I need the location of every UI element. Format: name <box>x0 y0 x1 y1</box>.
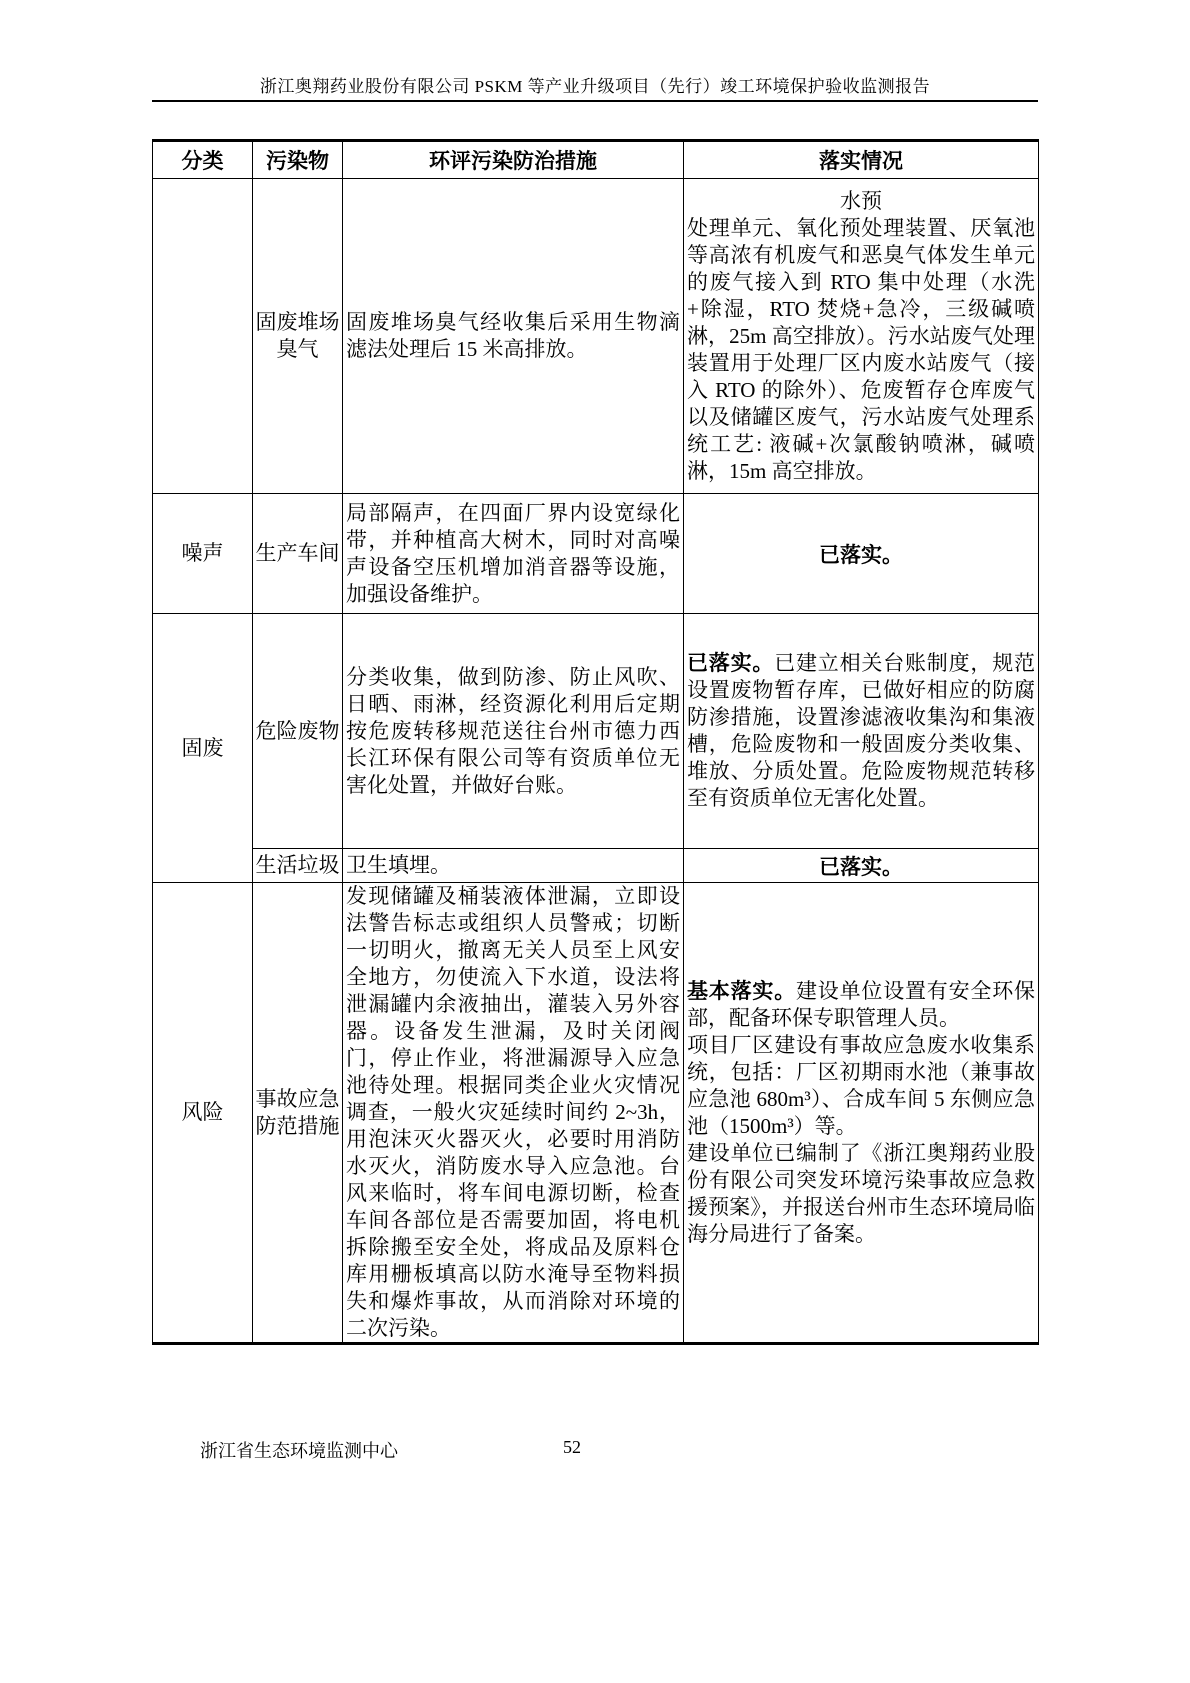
cell-category <box>153 179 253 494</box>
cell-pollutant: 生产车间 <box>253 494 343 614</box>
cell-measure: 局部隔声，在四面厂界内设宽绿化带，并种植高大树木，同时对高噪声设备空压机增加消音器等设施，加强设备维护。 <box>343 494 684 614</box>
cell-status <box>684 883 1039 1344</box>
cell-pollutant: 固废堆场臭气 <box>253 179 343 494</box>
cell-status: 已落实。 <box>684 849 1039 883</box>
table-header-row <box>153 141 1039 179</box>
table-row-domestic-garbage <box>153 849 1039 883</box>
cell-status <box>684 614 1039 849</box>
status-text: 建设单位设置有安全环保部，配备环保专职管理人员。 <box>687 978 1035 1030</box>
measures-table <box>152 139 1039 1345</box>
col-header-status: 落实情况 <box>684 141 1039 179</box>
col-header-pollutant: 污染物 <box>253 141 343 179</box>
col-header-measure: 环评污染防治措施 <box>343 141 684 179</box>
cell-measure: 发现储罐及桶装液体泄漏，立即设法警告标志或组织人员警戒；切断一切明火，撤离无关人员至上风安全地方，勿使流入下水道，设法将泄漏罐内余液抽出，灌装入另外容器。设备发生泄漏，及时关闭阀门，停止作业，将泄漏源导入应急池待处理。根据同类企业火灾情况调查，一般火灾延续时间约 2~3h，用泡沫灭火器灭火，必要时用消防水灭火，消防废水导入应急池。台风来临时，将车间电源切断，检查车间各部位是否需要加固，将电机拆除搬至安全处，将成品及原料仓库用栅板填高以防水淹导至物料损失和爆炸事故，从而消除对环境的二次污染。 <box>343 883 684 1344</box>
status-lead-line: 水预 <box>840 188 882 213</box>
cell-pollutant: 危险废物 <box>253 614 343 849</box>
cell-category: 噪声 <box>153 494 253 614</box>
cell-status <box>684 179 1039 494</box>
col-header-category: 分类 <box>153 141 253 179</box>
status-bold-prefix: 基本落实。 <box>687 978 796 1003</box>
footer-organization: 浙江省生态环境监测中心 <box>200 1441 398 1461</box>
cell-measure: 固废堆场臭气经收集后采用生物滴滤法处理后 15 米高排放。 <box>343 179 684 494</box>
status-bold-prefix: 已落实。 <box>687 651 775 675</box>
cell-category: 固废 <box>153 614 253 883</box>
cell-pollutant: 生活垃圾 <box>253 849 343 883</box>
cell-measure: 分类收集，做到防渗、防止风吹、日晒、雨淋，经资源化利用后定期按危废转移规范送往台州市德力西长江环保有限公司等有资质单位无害化处置，并做好台账。 <box>343 614 684 849</box>
header-divider <box>152 100 1038 102</box>
status-text: 已建立相关台账制度，规范设置废物暂存库，已做好相应的防腐防渗措施，设置渗滤液收集沟和集液槽，危险废物和一般固废分类收集、堆放、分质处置。危险废物规范转移至有资质单位无害化处置。 <box>687 651 1036 810</box>
table-row-hazardous-waste <box>153 614 1039 849</box>
page-title: 浙江奥翔药业股份有限公司 PSKM 等产业升级项目（先行）竣工环境保护验收监测报告 <box>259 77 931 96</box>
status-paragraph <box>687 978 1035 1032</box>
cell-status: 已落实。 <box>684 494 1039 614</box>
status-text: 处理单元、氧化预处理装置、厌氧池等高浓有机废气和恶臭气体发生单元的废气接入到 RTO 集中处理（水洗+除湿，RTO 焚烧+急冷，三级碱喷淋，25m 高空排放）。污水站废气处理装置用于处理厂区内废水站废气（接入 RTO 的除外）、危废暂存仓库废气以及储罐区废气，污水站废气处理系统工艺: 液碱+次氯酸钠喷淋，碱喷淋，15m 高空排放。 <box>687 215 1035 483</box>
status-paragraph: 建设单位已编制了《浙江奥翔药业股份有限公司突发环境污染事故应急救援预案》，并报送台州市生态环境局临海分局进行了备案。 <box>687 1140 1035 1246</box>
table-row-risk <box>153 883 1039 1344</box>
table-row-odor <box>153 179 1039 494</box>
cell-pollutant: 事故应急防范措施 <box>253 883 343 1344</box>
cell-category: 风险 <box>153 883 253 1344</box>
table-row-noise <box>153 494 1039 614</box>
cell-measure: 卫生填埋。 <box>343 849 684 883</box>
page-number: 52 <box>563 1437 581 1457</box>
status-paragraph: 项目厂区建设有事故应急废水收集系统，包括：厂区初期雨水池（兼事故应急池 680m³）、合成车间 5 东侧应急池（1500m³）等。 <box>687 1032 1035 1138</box>
